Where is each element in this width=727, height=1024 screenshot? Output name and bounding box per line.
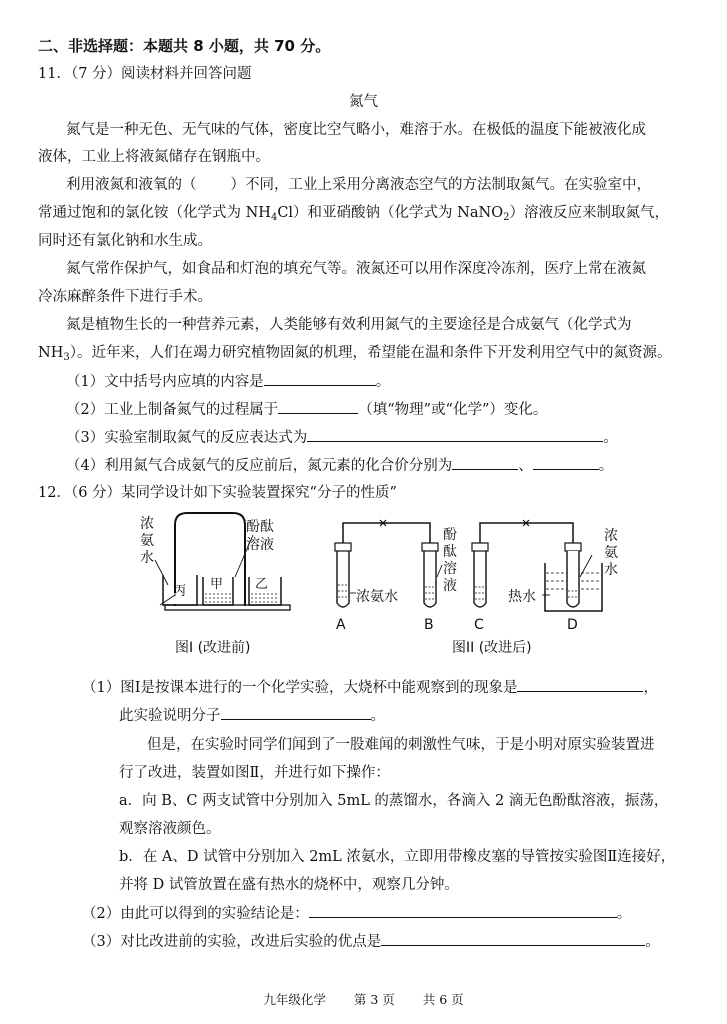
q12-sub3-answer-blank[interactable] [381, 931, 645, 946]
q12-sub1-line2 [119, 705, 385, 726]
q11-sub1 [66, 371, 390, 392]
q11-sub3-period: 。 [603, 430, 618, 446]
q11-p1-line1: 氮气是一种无色、无气味的气体，密度比空气略小，难溶于水。在极低的温度下能被液化成 [66, 122, 646, 138]
tube-c [474, 551, 486, 607]
q11-p2-line2-c: ）溶液反应来制取氮气， [509, 205, 669, 221]
figure-1-caption: 图I (改进前) [175, 640, 251, 656]
fig2-tube-b-label: B [424, 617, 434, 633]
q11-sub2-text-a: （2）工业上制备氮气的过程属于 [66, 402, 279, 418]
fig2-tube-c-label: C [474, 617, 484, 633]
fig2-phenol-char: 液 [443, 578, 457, 594]
nano2-subscript: 2 [503, 212, 510, 223]
q11-p4-line2-b: ）。近年来，人们在竭力研究植物固氮的机理，希望能在温和条件下开发利用空气中的氮资源。 [69, 345, 672, 361]
q11-sub4-answer-blank-1[interactable] [452, 455, 518, 470]
q12-sub1-text: （1）图Ⅰ是按课本进行的一个化学实验，大烧杯中能观察到的现象是 [82, 680, 518, 696]
q12-para-line1: 但是，在实验时同学们闻到了一股难闻的刺激性气味，于是小明对原实验装置进 [147, 737, 655, 753]
fig2-phenol-char: 酞 [443, 544, 457, 560]
footer-total-pages: 共 6 页 [422, 992, 464, 1007]
nh4-subscript: 4 [270, 212, 278, 223]
fig2-char: 浓 [604, 528, 618, 544]
q11-sub4-answer-blank-2[interactable] [533, 455, 599, 470]
fig2-label-conc-ammonia-right [604, 528, 618, 579]
q11-sub4 [66, 455, 613, 476]
q12-stem: 12．（6 分）某同学设计如下实验装置探究“分子的性质” [38, 485, 397, 501]
fig2-label-hot-water: 热水 [508, 589, 536, 605]
q12-step-a-line1: a．向 B、C 两支试管中分别加入 5mL 的蒸馏水，各滴入 2 滴无色酚酞溶液，振荡， [119, 793, 669, 809]
pipe-ab [343, 523, 430, 545]
q12-sub1-line1 [82, 677, 658, 698]
q11-stem: 11．（7 分）阅读材料并回答问题 [38, 66, 252, 82]
q11-sub3 [66, 427, 618, 448]
q11-sub1-text: （1）文中括号内应填的内容是 [66, 374, 264, 390]
q11-sub2-text-b: （填“物理”或“化学”）变化。 [358, 402, 548, 418]
footer-page-number: 第 3 页 [353, 992, 395, 1007]
q12-sub2-text: （2）由此可以得到的实验结论是： [82, 906, 309, 922]
fig1-char: 浓 [140, 516, 154, 532]
tube-d [567, 551, 579, 607]
q11-sub4-period: 。 [598, 458, 614, 474]
q12-step-b-line1: b．在 A、D 试管中分别加入 2mL 浓氨水，立即用带橡皮塞的导管按实验图Ⅱ连接好， [119, 849, 676, 865]
fig2-phenol-char: 溶 [443, 561, 457, 577]
fig2-label-conc-ammonia: 浓氨水 [356, 589, 398, 605]
fig2-tube-a-label: A [336, 617, 346, 633]
q11-article-title: 氮气 [349, 94, 378, 110]
fig1-char: 氨 [140, 533, 154, 549]
nh3-subscript: 3 [63, 352, 70, 363]
fig1-phenol-line: 酚酞 [246, 519, 274, 535]
q11-p4-line1: 氮是植物生长的一种营养元素，人类能够有效利用氮气的主要途径是合成氨气（化学式为 [66, 317, 632, 333]
q11-sub1-period: 。 [375, 374, 391, 390]
q11-p2-line2-a: 常通过饱和的氯化铵（化学式为 NH [38, 205, 271, 221]
q12-sub1-period: 。 [370, 708, 385, 724]
q11-sub4-text: （4）利用氮气合成氨气的反应前后，氮元素的化合价分别为 [66, 458, 453, 474]
q11-sub3-answer-blank[interactable] [307, 427, 603, 442]
page-footer [0, 990, 727, 1008]
q11-p2-line2-b: Cl）和亚硝酸钠（化学式为 NaNO [277, 205, 504, 221]
q12-sub2-answer-blank[interactable] [309, 903, 617, 918]
fig1-beaker-jia-label: 甲 [210, 577, 224, 592]
q11-p2-line3: 同时还有氯化钠和水生成。 [38, 233, 212, 249]
section-header: 二、非选择题：本题共 8 小题，共 70 分。 [38, 37, 331, 55]
q11-sub2 [66, 399, 547, 420]
q12-sub1-line2-text: 此实验说明分子 [119, 708, 221, 724]
q11-p4-line2 [38, 343, 671, 368]
fig1-phenol-line: 溶液 [246, 537, 274, 553]
q12-sub3 [82, 931, 660, 952]
q11-p2-line1-b: ）不同，工业上采用分离液态空气的方法制取氮气。在实验室中， [230, 177, 651, 193]
q11-p3-line2: 冷冻麻醉条件下进行手术。 [38, 289, 212, 305]
fig1-beaker-bing-label: 丙 [173, 584, 187, 599]
q11-p4-line2-a: NH [38, 345, 64, 361]
q11-p3-line1: 氮气常作保护气，如食品和灯泡的填充气等。液氮还可以用作深度冷冻剂，医疗上常在液氮 [66, 261, 646, 277]
q12-sub1-comma: ， [643, 680, 658, 696]
fig2-phenol-char: 酚 [443, 527, 457, 543]
q12-sub3-text: （3）对比改进前的实验，改进后实验的优点是 [82, 934, 382, 950]
q12-sub3-period: 。 [645, 934, 660, 950]
figure-1-apparatus [135, 505, 305, 625]
fig2-char: 氨 [604, 545, 618, 561]
fig2-label-phenolphthalein [443, 527, 457, 595]
fig2-tube-d-label: D [567, 617, 578, 633]
q11-sub3-text: （3）实验室制取氮气的反应表达式为 [66, 430, 308, 446]
figure-2-caption: 图II (改进后) [452, 640, 532, 656]
fig1-label-phenolphthalein [246, 518, 274, 554]
q12-para-line2: 行了改进，装置如图Ⅱ，并进行如下操作： [119, 765, 390, 781]
q12-sub1-answer-blank-2[interactable] [221, 705, 371, 720]
q12-step-b-line2: 并将 D 试管放置在盛有热水的烧杯中，观察几分钟。 [119, 877, 459, 893]
q11-p2-line1 [66, 175, 651, 195]
fig1-char: 水 [140, 550, 154, 566]
q12-sub1-answer-blank-1[interactable] [517, 677, 643, 692]
q12-sub2-period: 。 [616, 906, 632, 922]
tube-a [337, 551, 349, 607]
pipe-cd [480, 523, 573, 545]
tube-b [424, 551, 436, 607]
q11-p1-line2: 液体，工业上将液氮储存在钢瓶中。 [38, 149, 270, 165]
q11-sub1-answer-blank[interactable] [264, 371, 376, 386]
fig2-char: 水 [604, 562, 618, 578]
fig1-label-conc-ammonia [140, 516, 154, 567]
q11-sub4-separator: 、 [518, 458, 533, 474]
q11-p2-line2 [38, 203, 669, 228]
q12-step-a-line2: 观察溶液颜色。 [119, 821, 221, 837]
q12-sub2 [82, 903, 631, 924]
q11-sub2-answer-blank[interactable] [278, 399, 358, 414]
q11-p2-line1-a: 利用液氮和液氧的（ [66, 177, 197, 193]
footer-subject: 九年级化学 [263, 992, 326, 1007]
fig1-beaker-yi-label: 乙 [255, 577, 269, 592]
